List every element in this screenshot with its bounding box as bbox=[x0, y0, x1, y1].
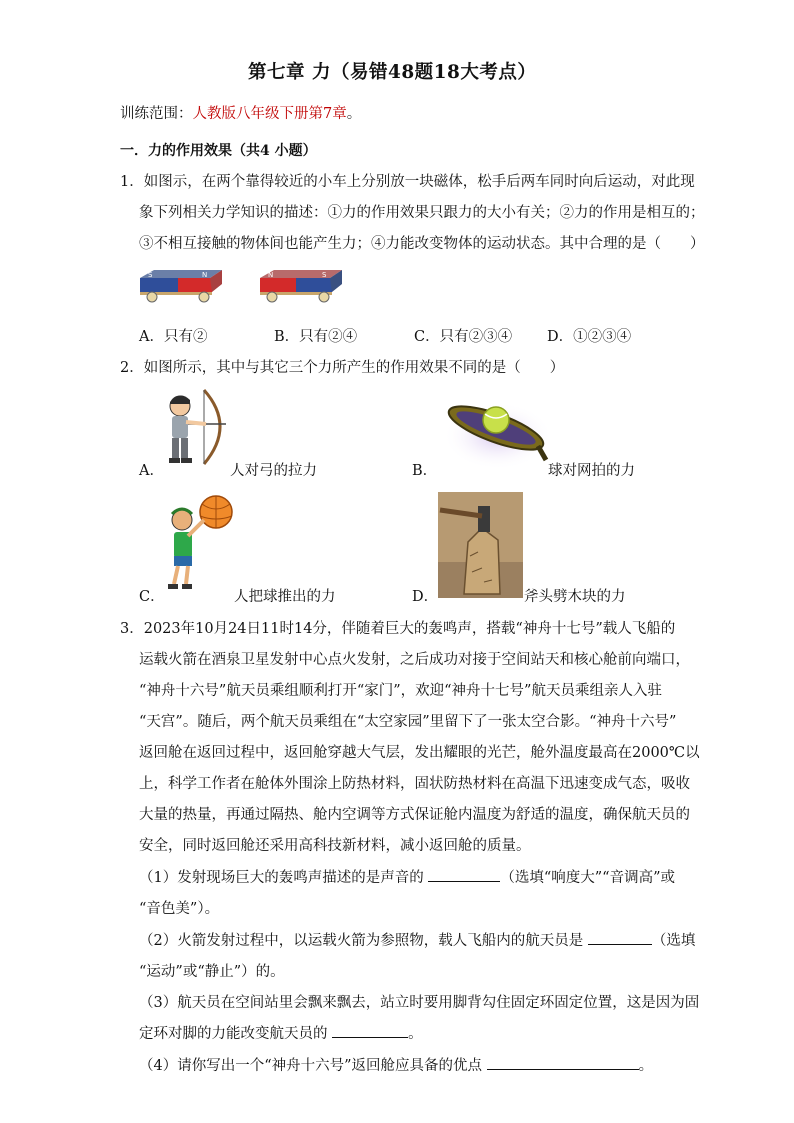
q3-sub3-cont bbox=[139, 1022, 423, 1043]
archer-image bbox=[164, 388, 232, 468]
magnet-n-pole-left bbox=[178, 278, 212, 292]
q3-line-3: “神舟十六号”航天员乘组顺利打开“家门”，欢迎“神舟十七号”航天员乘组亲人入驻 bbox=[139, 683, 662, 699]
q3-sub3-text: 定环对脚的力能改变航天员的 bbox=[139, 1026, 333, 1042]
magnet-n-pole-right bbox=[260, 278, 296, 292]
q3-sub4-blank[interactable] bbox=[487, 1055, 639, 1070]
q3-line-6: 上，科学工作者在舱体外围涂上防热材料，固状防热材料在高温下迅速变成气态，吸收 bbox=[139, 776, 690, 792]
q3-sub2 bbox=[139, 929, 695, 950]
q3-sub2-text: （2）火箭发射过程中，以运载火箭为参照物，载人飞船内的航天员是 bbox=[139, 933, 588, 949]
q3-sub1-hint: （选填“响度大”“音调高”或 bbox=[500, 870, 675, 886]
cart-right bbox=[260, 270, 342, 302]
q3-line-8: 安全，同时返回舱还采用高科技新材料，减小返回舱的质量。 bbox=[139, 838, 531, 854]
training-range bbox=[120, 102, 361, 123]
q2-option-d-text: 斧头劈木块的力 bbox=[524, 589, 626, 605]
magnet-letter: N bbox=[268, 271, 274, 279]
q3-line-5: 返回舱在返回过程中，返回舱穿越大气层，发出耀眼的光芒，舱外温度最高在2000℃以 bbox=[139, 745, 700, 761]
training-range-suffix: 。 bbox=[346, 106, 362, 122]
q3-line-1: 3．2023年10月24日11时14分，伴随着巨大的轰鸣声，搭载“神舟十七号”载人飞船的 bbox=[120, 621, 676, 637]
q2-option-d-letter[interactable]: D． bbox=[412, 589, 439, 605]
q2-option-a-letter[interactable]: A． bbox=[139, 463, 164, 479]
q1-option-a[interactable]: A．只有② bbox=[139, 329, 208, 345]
q3-sub4-text: （4）请你写出一个“神舟十六号”返回舱应具备的优点 bbox=[139, 1058, 487, 1074]
q3-sub2-cont: “运动”或“静止”）的。 bbox=[139, 964, 285, 980]
q2-stem: 2．如图所示，其中与其它三个力所产生的作用效果不同的是（ ） bbox=[120, 360, 565, 376]
q1-line-1: 1．如图示，在两个靠得较近的小车上分别放一块磁体，松手后两车同时向后运动，对此现 bbox=[120, 174, 695, 190]
q3-sub1-cont: “音色美”）。 bbox=[139, 901, 220, 917]
racket-image bbox=[438, 390, 548, 474]
q2-option-b-text: 球对网拍的力 bbox=[548, 463, 635, 479]
magnet-letter: N bbox=[202, 271, 208, 279]
page-title: 第七章 力（易错48题18大考点） bbox=[248, 62, 537, 83]
magnet-s-pole-left bbox=[140, 278, 178, 292]
q3-sub4-end: 。 bbox=[638, 1058, 654, 1074]
axe-wood-image bbox=[438, 492, 523, 598]
q3-sub2-hint: （选填 bbox=[651, 933, 696, 949]
q1-option-d[interactable]: D．①②③④ bbox=[547, 329, 632, 345]
q3-line-2: 运载火箭在酒泉卫星发射中心点火发射，之后成功对接于空间站天和核心舱前向端口， bbox=[139, 652, 690, 668]
q1-line-2: 象下列相关力学知识的描述：①力的作用效果只跟力的大小有关；②力的作用是相互的； bbox=[139, 205, 705, 221]
training-range-label: 训练范围： bbox=[120, 106, 193, 122]
q3-sub1-blank[interactable] bbox=[428, 867, 500, 882]
q3-line-4: “天宫”。随后，两个航天员乘组在“太空家园”里留下了一张太空合影。“神舟十六号” bbox=[139, 714, 677, 730]
training-range-value: 人教版八年级下册第7章 bbox=[192, 106, 347, 122]
magnet-letter: S bbox=[148, 271, 153, 279]
q1-line-3: ③不相互接触的物体间也能产生力；④力能改变物体的运动状态。其中合理的是（ ） bbox=[139, 236, 705, 252]
q3-line-7: 大量的热量，再通过隔热、舱内空调等方式保证舱内温度为舒适的温度，确保航天员的 bbox=[139, 807, 690, 823]
q3-sub1 bbox=[139, 866, 675, 887]
q3-sub1-text: （1）发射现场巨大的轰鸣声描述的是声音的 bbox=[139, 870, 429, 886]
q3-sub4 bbox=[139, 1054, 653, 1075]
q1-option-c[interactable]: C．只有②③④ bbox=[414, 329, 513, 345]
q3-sub3-end: 。 bbox=[408, 1026, 423, 1042]
magnet-s-pole-right bbox=[296, 278, 332, 292]
q3-sub3: （3）航天员在空间站里会飘来飘去，站立时要用脚背勾住固定环固定位置，这是因为固 bbox=[139, 995, 700, 1011]
ball-push-image bbox=[160, 492, 240, 596]
magnet-letter: S bbox=[322, 271, 327, 279]
q2-option-c-text: 人把球推出的力 bbox=[234, 589, 336, 605]
magnet-carts-figure bbox=[138, 266, 348, 306]
q1-option-b[interactable]: B．只有②④ bbox=[274, 329, 358, 345]
q2-option-c-letter[interactable]: C． bbox=[139, 589, 165, 605]
q3-sub2-blank[interactable] bbox=[588, 930, 652, 945]
q3-sub3-blank[interactable] bbox=[332, 1023, 408, 1038]
cart-left bbox=[140, 270, 222, 302]
section-heading: 一．力的作用效果（共4 小题） bbox=[120, 143, 317, 159]
q2-option-b-letter[interactable]: B． bbox=[412, 463, 438, 479]
q2-option-a-text: 人对弓的拉力 bbox=[230, 463, 317, 479]
